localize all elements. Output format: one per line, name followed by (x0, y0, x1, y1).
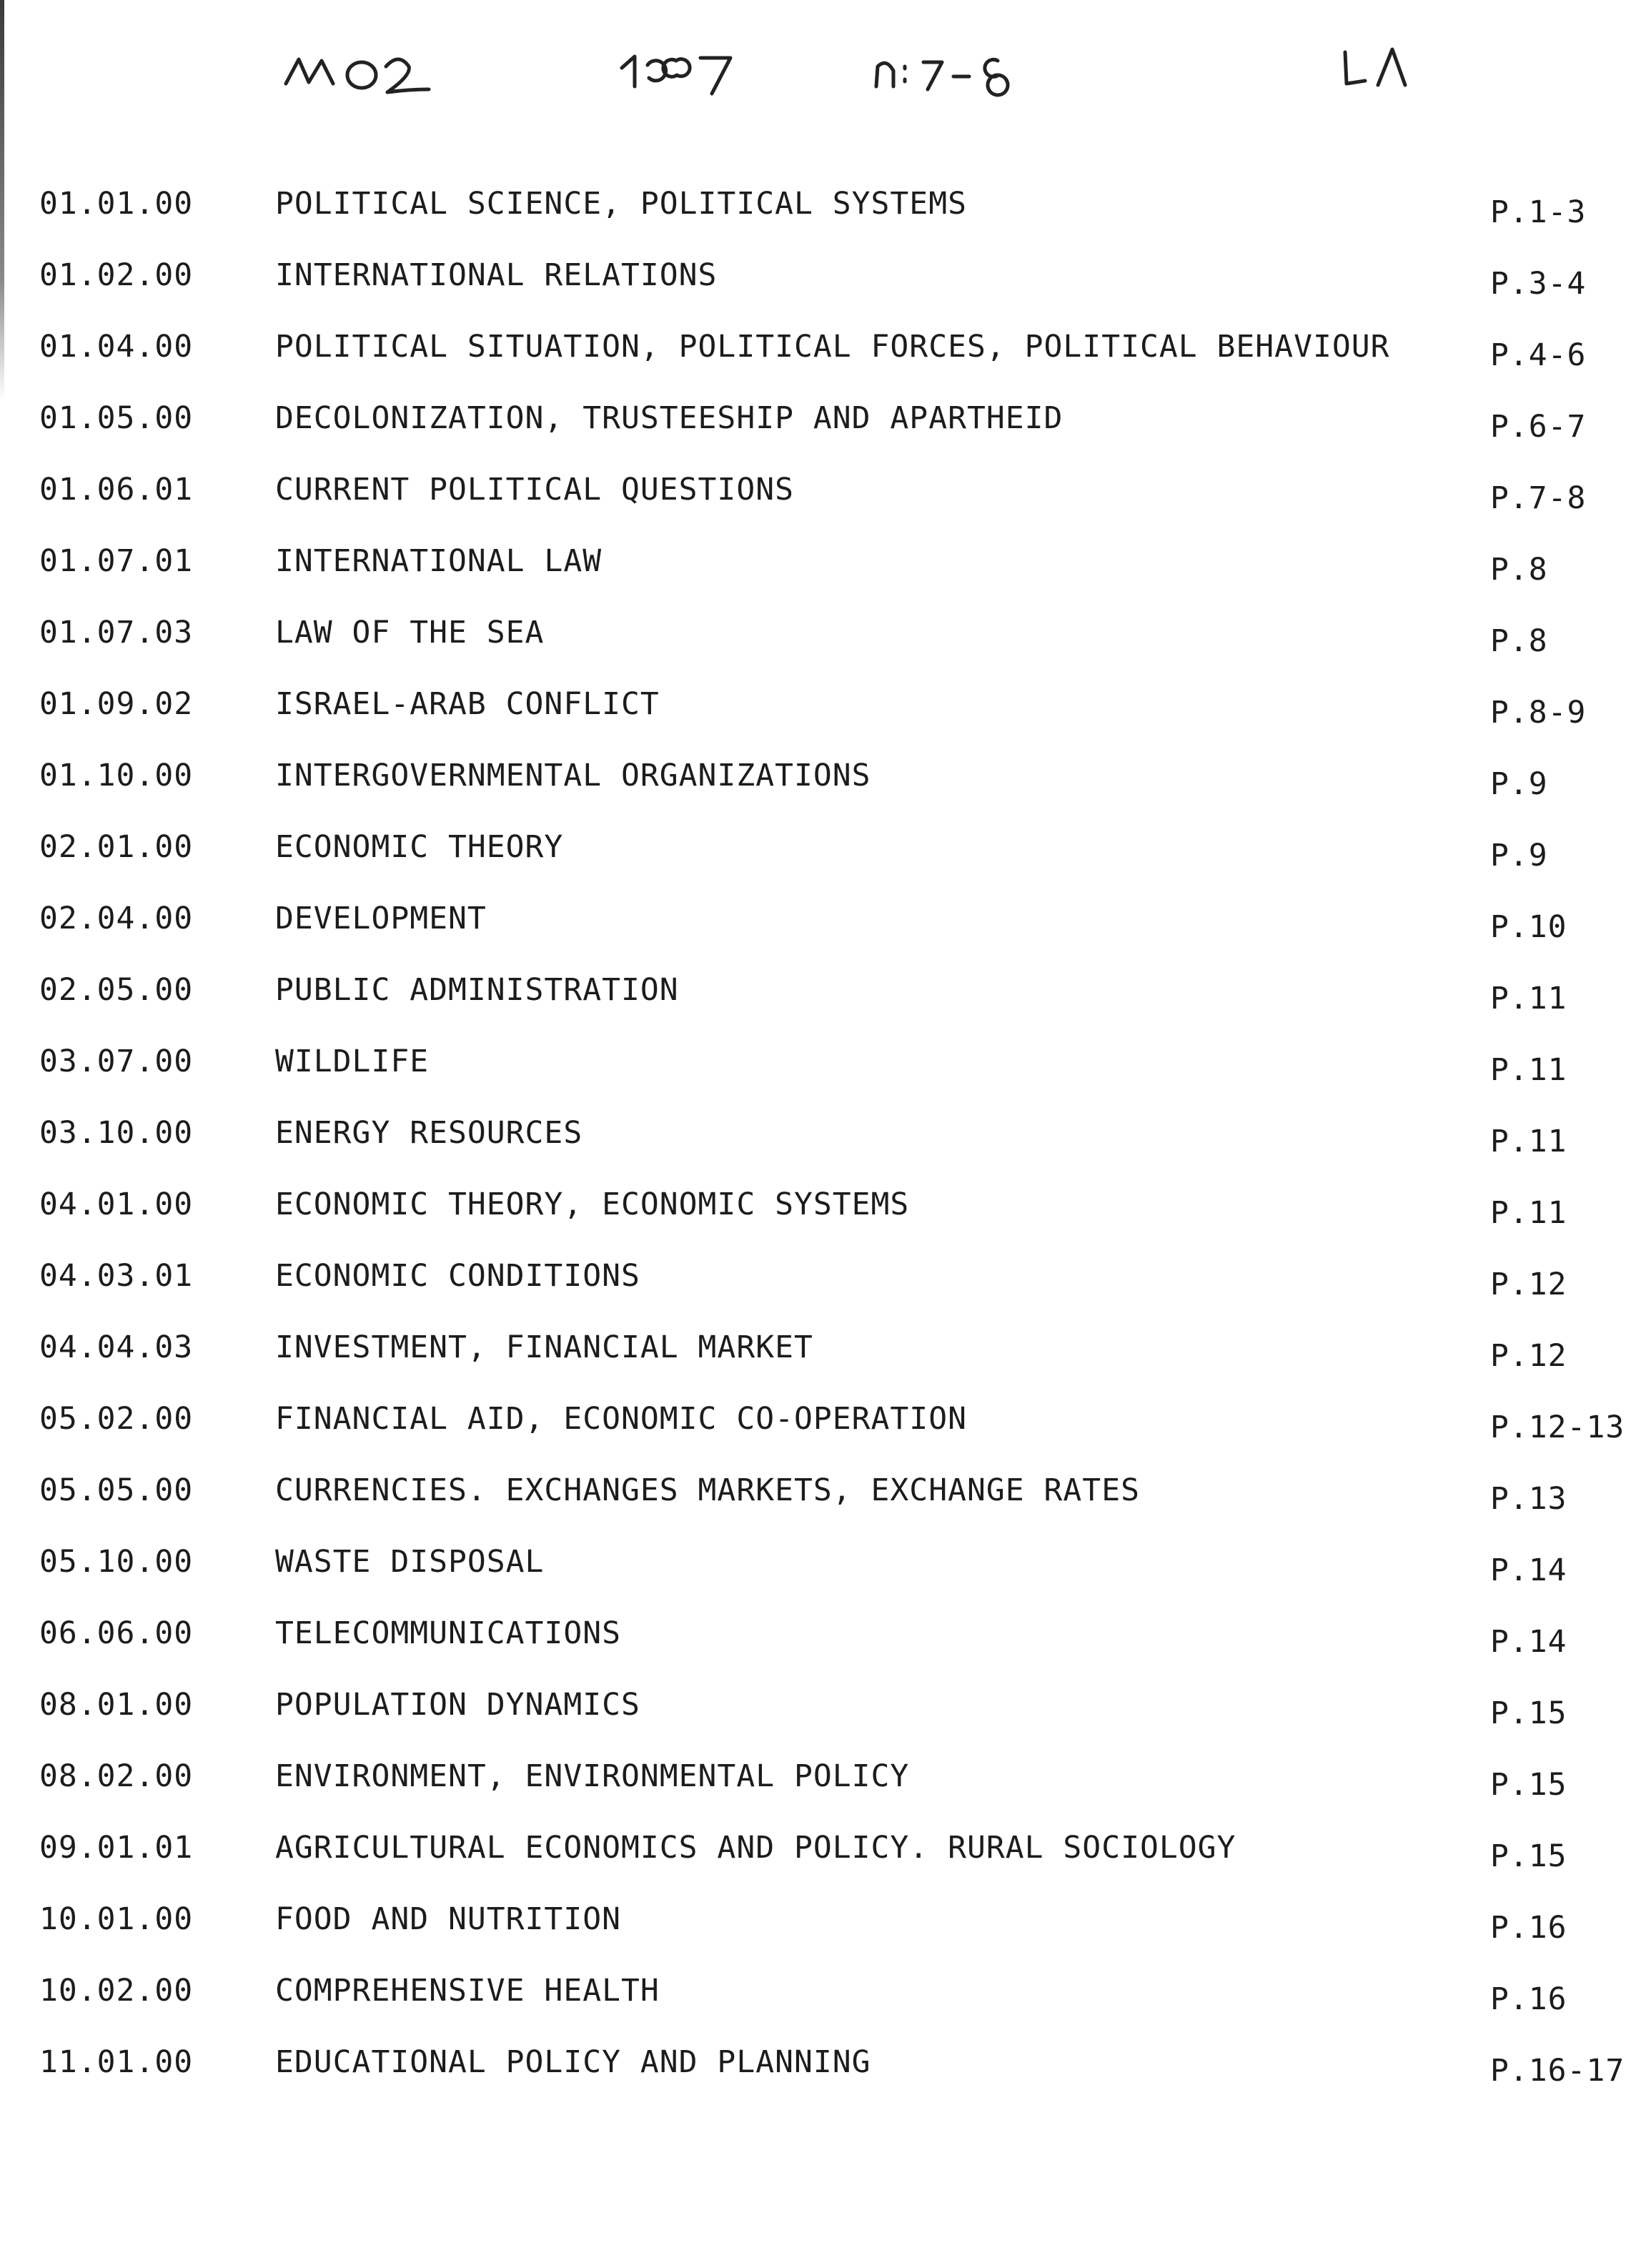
page-range: P.6-7 (1490, 409, 1587, 445)
section-title: FOOD AND NUTRITION (275, 1901, 621, 1937)
toc-row (0, 683, 1646, 754)
page-range: P.15 (1490, 1767, 1567, 1803)
toc-row (0, 1040, 1646, 1111)
section-code: 05.10.00 (39, 1544, 194, 1580)
toc-row (0, 397, 1646, 468)
section-code: 03.10.00 (39, 1115, 194, 1151)
toc-row (0, 611, 1646, 683)
page-range: P.12 (1490, 1338, 1567, 1374)
section-code: 01.02.00 (39, 257, 194, 293)
page-range: P.12-13 (1490, 1410, 1625, 1445)
page-range: P.14 (1490, 1624, 1567, 1660)
section-code: 05.05.00 (39, 1472, 194, 1508)
section-code: 05.02.00 (39, 1401, 194, 1437)
page-range: P.4-6 (1490, 337, 1587, 373)
page-range: P.15 (1490, 1838, 1567, 1874)
section-title: ISRAEL-ARAB CONFLICT (275, 686, 660, 722)
toc-row (0, 1469, 1646, 1540)
page-range: P.12 (1490, 1267, 1567, 1302)
section-code: 08.01.00 (39, 1687, 194, 1723)
section-title: TELECOMMUNICATIONS (275, 1615, 621, 1651)
section-title: POPULATION DYNAMICS (275, 1687, 640, 1723)
toc-row (0, 182, 1646, 254)
section-title: POLITICAL SCIENCE, POLITICAL SYSTEMS (275, 186, 967, 222)
toc-row (0, 1326, 1646, 1397)
toc-row (0, 897, 1646, 969)
section-code: 10.01.00 (39, 1901, 194, 1937)
section-title: FINANCIAL AID, ECONOMIC CO-OPERATION (275, 1401, 967, 1437)
section-code: 01.09.02 (39, 686, 194, 722)
toc-row (0, 1254, 1646, 1326)
section-code: 04.04.03 (39, 1329, 194, 1365)
section-code: 01.07.03 (39, 615, 194, 650)
page-range: P.16 (1490, 1981, 1567, 2017)
page-range: P.16-17 (1490, 2053, 1625, 2089)
section-title: AGRICULTURAL ECONOMICS AND POLICY. RURAL SOCIOLOGY (275, 1830, 1236, 1866)
table-of-contents (0, 182, 1646, 2112)
section-code: 01.10.00 (39, 758, 194, 793)
section-code: 04.01.00 (39, 1187, 194, 1222)
section-title: INTERNATIONAL LAW (275, 543, 603, 579)
section-title: DECOLONIZATION, TRUSTEESHIP AND APARTHEID (275, 400, 1064, 436)
section-title: ENERGY RESOURCES (275, 1115, 583, 1151)
section-title: COMPREHENSIVE HEALTH (275, 1973, 660, 2009)
handwriting-1987 (622, 56, 730, 94)
section-title: CURRENT POLITICAL QUESTIONS (275, 472, 794, 507)
page-range: P.14 (1490, 1553, 1567, 1588)
toc-row (0, 969, 1646, 1040)
page-range: P.10 (1490, 909, 1567, 945)
toc-row (0, 1183, 1646, 1254)
toc-row (0, 1969, 1646, 2041)
page-range: P.11 (1490, 1052, 1567, 1088)
toc-row (0, 1397, 1646, 1469)
toc-row (0, 1755, 1646, 1826)
section-code: 11.01.00 (39, 2044, 194, 2080)
handwritten-header (0, 39, 1646, 125)
handwriting-la (1345, 49, 1405, 85)
section-title: PUBLIC ADMINISTRATION (275, 972, 679, 1008)
toc-row (0, 325, 1646, 397)
section-title: ECONOMIC CONDITIONS (275, 1258, 640, 1294)
section-title: LAW OF THE SEA (275, 615, 545, 650)
handwriting-n78 (876, 59, 1008, 95)
toc-row (0, 540, 1646, 611)
section-code: 02.01.00 (39, 829, 194, 865)
page-range: P.15 (1490, 1695, 1567, 1731)
section-code: 08.02.00 (39, 1758, 194, 1794)
page-range: P.9 (1490, 766, 1548, 802)
handwriting-mo2 (286, 59, 429, 92)
page-range: P.8 (1490, 552, 1548, 588)
section-code: 02.04.00 (39, 901, 194, 936)
section-code: 03.07.00 (39, 1044, 194, 1079)
section-code: 01.07.01 (39, 543, 194, 579)
section-code: 10.02.00 (39, 1973, 194, 2009)
toc-row (0, 468, 1646, 540)
toc-row (0, 754, 1646, 826)
section-title: POLITICAL SITUATION, POLITICAL FORCES, POLITICAL BEHAVIOUR (275, 329, 1390, 365)
page-range: P.11 (1490, 1124, 1567, 1159)
toc-row (0, 1826, 1646, 1898)
toc-row (0, 2041, 1646, 2112)
section-title: INTERNATIONAL RELATIONS (275, 257, 718, 293)
section-title: WILDLIFE (275, 1044, 430, 1079)
section-code: 01.05.00 (39, 400, 194, 436)
section-title: INVESTMENT, FINANCIAL MARKET (275, 1329, 813, 1365)
section-title: ENVIRONMENT, ENVIRONMENTAL POLICY (275, 1758, 910, 1794)
toc-row (0, 1683, 1646, 1755)
page-range: P.11 (1490, 1195, 1567, 1231)
section-title: WASTE DISPOSAL (275, 1544, 545, 1580)
toc-row (0, 1898, 1646, 1969)
page-range: P.9 (1490, 838, 1548, 873)
section-title: DEVELOPMENT (275, 901, 487, 936)
section-code: 01.01.00 (39, 186, 194, 222)
page-range: P.11 (1490, 981, 1567, 1016)
page-range: P.3-4 (1490, 266, 1587, 302)
page-range: P.1-3 (1490, 194, 1587, 230)
section-title: EDUCATIONAL POLICY AND PLANNING (275, 2044, 871, 2080)
toc-row (0, 1111, 1646, 1183)
section-code: 04.03.01 (39, 1258, 194, 1294)
toc-row (0, 1612, 1646, 1683)
section-code: 02.05.00 (39, 972, 194, 1008)
page-range: P.13 (1490, 1481, 1567, 1517)
section-code: 01.06.01 (39, 472, 194, 507)
toc-row (0, 1540, 1646, 1612)
page-range: P.8-9 (1490, 695, 1587, 731)
section-code: 01.04.00 (39, 329, 194, 365)
page-range: P.16 (1490, 1910, 1567, 1946)
section-code: 09.01.01 (39, 1830, 194, 1866)
toc-row (0, 826, 1646, 897)
section-code: 06.06.00 (39, 1615, 194, 1651)
section-title: ECONOMIC THEORY (275, 829, 564, 865)
page-range: P.8 (1490, 623, 1548, 659)
section-title: INTERGOVERNMENTAL ORGANIZATIONS (275, 758, 871, 793)
toc-row (0, 254, 1646, 325)
section-title: CURRENCIES. EXCHANGES MARKETS, EXCHANGE RATES (275, 1472, 1140, 1508)
page-range: P.7-8 (1490, 480, 1587, 516)
handwriting-strokes (0, 39, 1646, 125)
section-title: ECONOMIC THEORY, ECONOMIC SYSTEMS (275, 1187, 910, 1222)
